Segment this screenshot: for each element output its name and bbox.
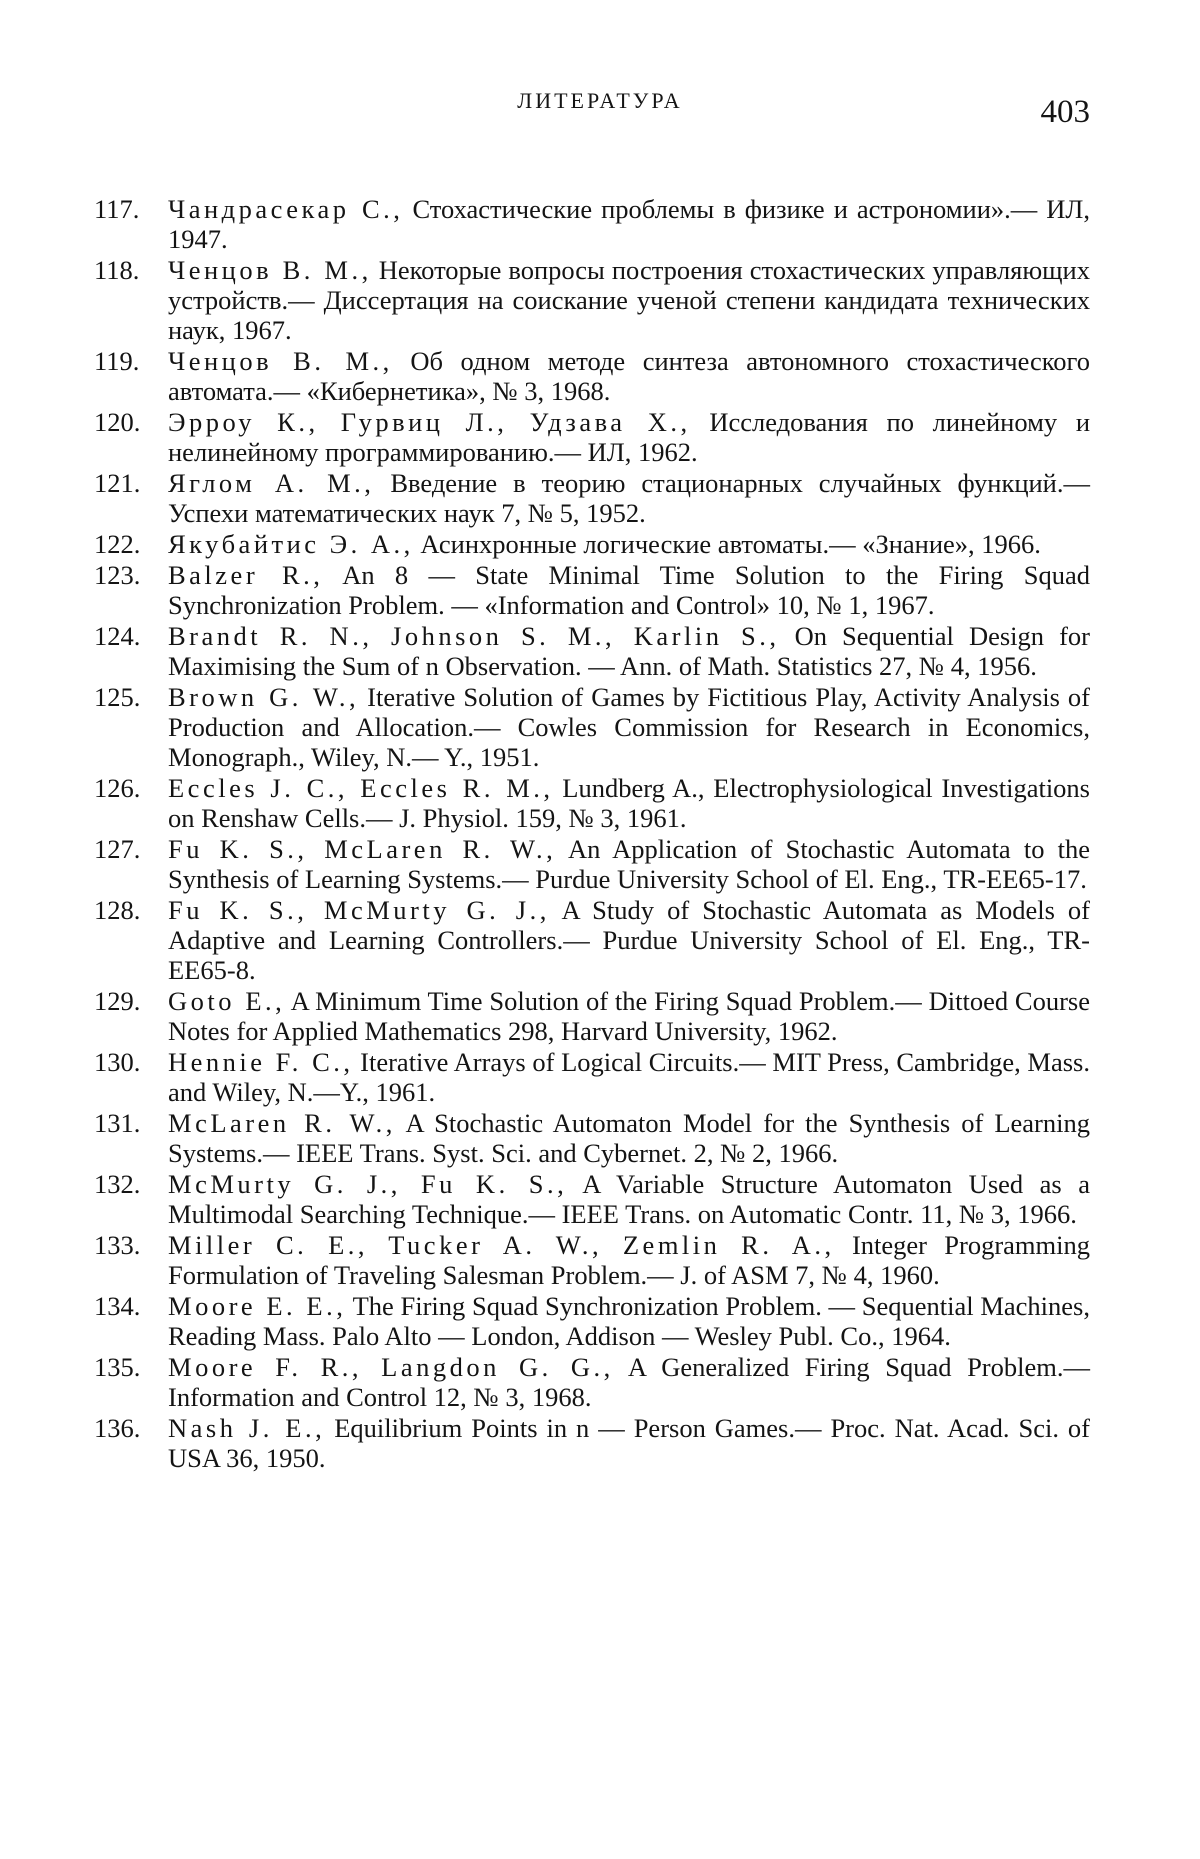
reference-author: Эрроу К., Гурвиц Л., Удзава Х., bbox=[168, 407, 691, 437]
reference-number: 132. bbox=[94, 1169, 141, 1199]
reference-number: 121. bbox=[94, 468, 141, 498]
reference-text: A Stochastic Automaton Model for the Synthesis of Learning Systems.— IEEE Trans. Syst. Sci. and Cybernet. 2, № 2, 1966. bbox=[168, 1108, 1090, 1168]
reference-item bbox=[94, 468, 1090, 528]
reference-author: Ченцов В. М., bbox=[168, 255, 372, 285]
reference-number: 134. bbox=[94, 1291, 141, 1321]
reference-author: Brandt R. N., Johnson S. M., Karlin S., bbox=[168, 621, 780, 651]
reference-number: 118. bbox=[94, 255, 140, 285]
reference-number: 119. bbox=[94, 346, 140, 376]
reference-author: Goto E., bbox=[168, 986, 286, 1016]
reference-item bbox=[94, 560, 1090, 620]
reference-item bbox=[94, 895, 1090, 985]
reference-author: McMurty G. J., Fu K. S., bbox=[168, 1169, 568, 1199]
reference-author: Balzer R., bbox=[168, 560, 324, 590]
reference-number: 122. bbox=[94, 529, 141, 559]
reference-item bbox=[94, 1108, 1090, 1168]
reference-text: Equilibrium Points in n — Person Games.— Proc. Nat. Acad. Sci. of USA 36, 1950. bbox=[168, 1413, 1090, 1473]
reference-text: Исследования по линейному и нелинейному программированию.— ИЛ, 1962. bbox=[168, 407, 1090, 467]
reference-item bbox=[94, 1169, 1091, 1229]
page-number: 403 bbox=[1040, 94, 1090, 130]
reference-number: 128. bbox=[94, 895, 141, 925]
reference-author: Ченцов В. М., bbox=[168, 346, 393, 376]
reference-author: Яглом А. М., bbox=[168, 468, 375, 498]
reference-item bbox=[94, 194, 1090, 254]
reference-item bbox=[94, 1413, 1090, 1473]
reference-item bbox=[94, 255, 1090, 345]
reference-author: Fu K. S., McLaren R. W., bbox=[168, 834, 557, 864]
reference-item bbox=[94, 346, 1090, 406]
reference-item bbox=[94, 1230, 1091, 1290]
reference-author: Якубайтис Э. А., bbox=[168, 529, 414, 559]
reference-item bbox=[94, 986, 1091, 1046]
reference-item bbox=[94, 529, 1090, 559]
reference-item bbox=[94, 1291, 1090, 1351]
reference-item bbox=[94, 834, 1090, 894]
running-title: ЛИТЕРАТУРА bbox=[517, 88, 683, 113]
reference-number: 123. bbox=[94, 560, 141, 590]
reference-text: A Minimum Time Solution of the Firing Squad Problem.— Dittoed Course Notes for Applied Mathematics 298, Harvard University, 1962. bbox=[168, 986, 1091, 1046]
reference-number: 130. bbox=[94, 1047, 141, 1077]
reference-text: A Variable Structure Automaton Used as a Multimodal Searching Technique.— IEEE Trans. on Automatic Contr. 11, № 3, 1966. bbox=[168, 1169, 1091, 1229]
reference-number: 120. bbox=[94, 407, 141, 437]
reference-author: Brown G. W., bbox=[168, 682, 360, 712]
reference-number: 129. bbox=[94, 986, 141, 1016]
reference-number: 126. bbox=[94, 773, 141, 803]
reference-number: 117. bbox=[94, 194, 140, 224]
reference-author: Fu K. S., McMurty G. J., bbox=[168, 895, 550, 925]
reference-author: Чандрасекар С., bbox=[168, 194, 404, 224]
reference-text: A Study of Stochastic Automata as Models of Adaptive and Learning Controllers.— Purdue University School of El. Eng., TR-EE65-8. bbox=[168, 895, 1090, 985]
reference-text: Асинхронные логические автоматы.— «Знание», 1966. bbox=[413, 529, 1041, 559]
reference-text: On Sequential Design for Maximising the Sum of n Observation. — Ann. of Math. Statistics 27, № 4, 1956. bbox=[168, 621, 1090, 681]
reference-author: Moore F. R., Langdon G. G., bbox=[168, 1352, 614, 1382]
reference-item bbox=[94, 682, 1090, 772]
reference-author: Eccles J. C., Eccles R. M., bbox=[168, 773, 554, 803]
reference-author: Miller C. E., Tucker A. W., Zemlin R. A., bbox=[168, 1230, 835, 1260]
reference-item bbox=[94, 773, 1090, 833]
reference-author: Hennie F. C., bbox=[168, 1047, 354, 1077]
reference-text: Lundberg A., Electrophysiological Investigations on Renshaw Cells.— J. Physiol. 159, № 3, 1961. bbox=[168, 773, 1090, 833]
reference-item bbox=[94, 1352, 1090, 1412]
reference-number: 136. bbox=[94, 1413, 141, 1443]
reference-number: 127. bbox=[94, 834, 141, 864]
reference-item bbox=[94, 1047, 1090, 1107]
reference-text: Некоторые вопросы построения стохастических управляющих устройств.— Диссертация на соискание ученой степени кандидата технических наук, 1967. bbox=[168, 255, 1090, 345]
reference-list bbox=[94, 194, 1091, 1474]
reference-author: Nash J. E., bbox=[168, 1413, 326, 1443]
reference-number: 133. bbox=[94, 1230, 141, 1260]
reference-text: Об одном методе синтеза автономного стохастического автомата.— «Кибернетика», № 3, 1968. bbox=[168, 346, 1090, 406]
reference-text: Введение в теорию стационарных случайных функций.— Успехи математических наук 7, № 5, 1952. bbox=[168, 468, 1090, 528]
reference-item bbox=[94, 407, 1090, 467]
reference-text: A Generalized Firing Squad Problem.— Information and Control 12, № 3, 1968. bbox=[168, 1352, 1090, 1412]
reference-text: Iterative Solution of Games by Fictitious Play, Activity Analysis of Production and Allocation.— Cowles Commission for Research in Economics, Monograph., Wiley, N.— Y., 1951. bbox=[168, 682, 1090, 772]
reference-text: Iterative Arrays of Logical Circuits.— MIT Press, Cambridge, Mass. and Wiley, N.—Y., 1961. bbox=[168, 1047, 1090, 1107]
reference-text: An 8 — State Minimal Time Solution to the Firing Squad Synchronization Problem. — «Information and Control» 10, № 1, 1967. bbox=[168, 560, 1090, 620]
reference-text: An Application of Stochastic Automata to the Synthesis of Learning Systems.— Purdue University School of El. Eng., TR-EE65-17. bbox=[168, 834, 1090, 894]
reference-number: 124. bbox=[94, 621, 141, 651]
reference-number: 135. bbox=[94, 1352, 141, 1382]
reference-text: Стохастические проблемы в физике и астрономии».— ИЛ, 1947. bbox=[168, 194, 1090, 254]
reference-text: The Firing Squad Synchronization Problem. — Sequential Machines, Reading Mass. Palo Alto — London, Addison — Wesley Publ. Co., 1964. bbox=[168, 1291, 1090, 1351]
reference-author: McLaren R. W., bbox=[168, 1108, 396, 1138]
reference-text: Integer Programming Formulation of Traveling Salesman Problem.— J. of ASM 7, № 4, 1960. bbox=[168, 1230, 1091, 1290]
reference-author: Moore E. E., bbox=[168, 1291, 347, 1321]
reference-item bbox=[94, 621, 1090, 681]
reference-number: 131. bbox=[94, 1108, 141, 1138]
reference-number: 125. bbox=[94, 682, 141, 712]
